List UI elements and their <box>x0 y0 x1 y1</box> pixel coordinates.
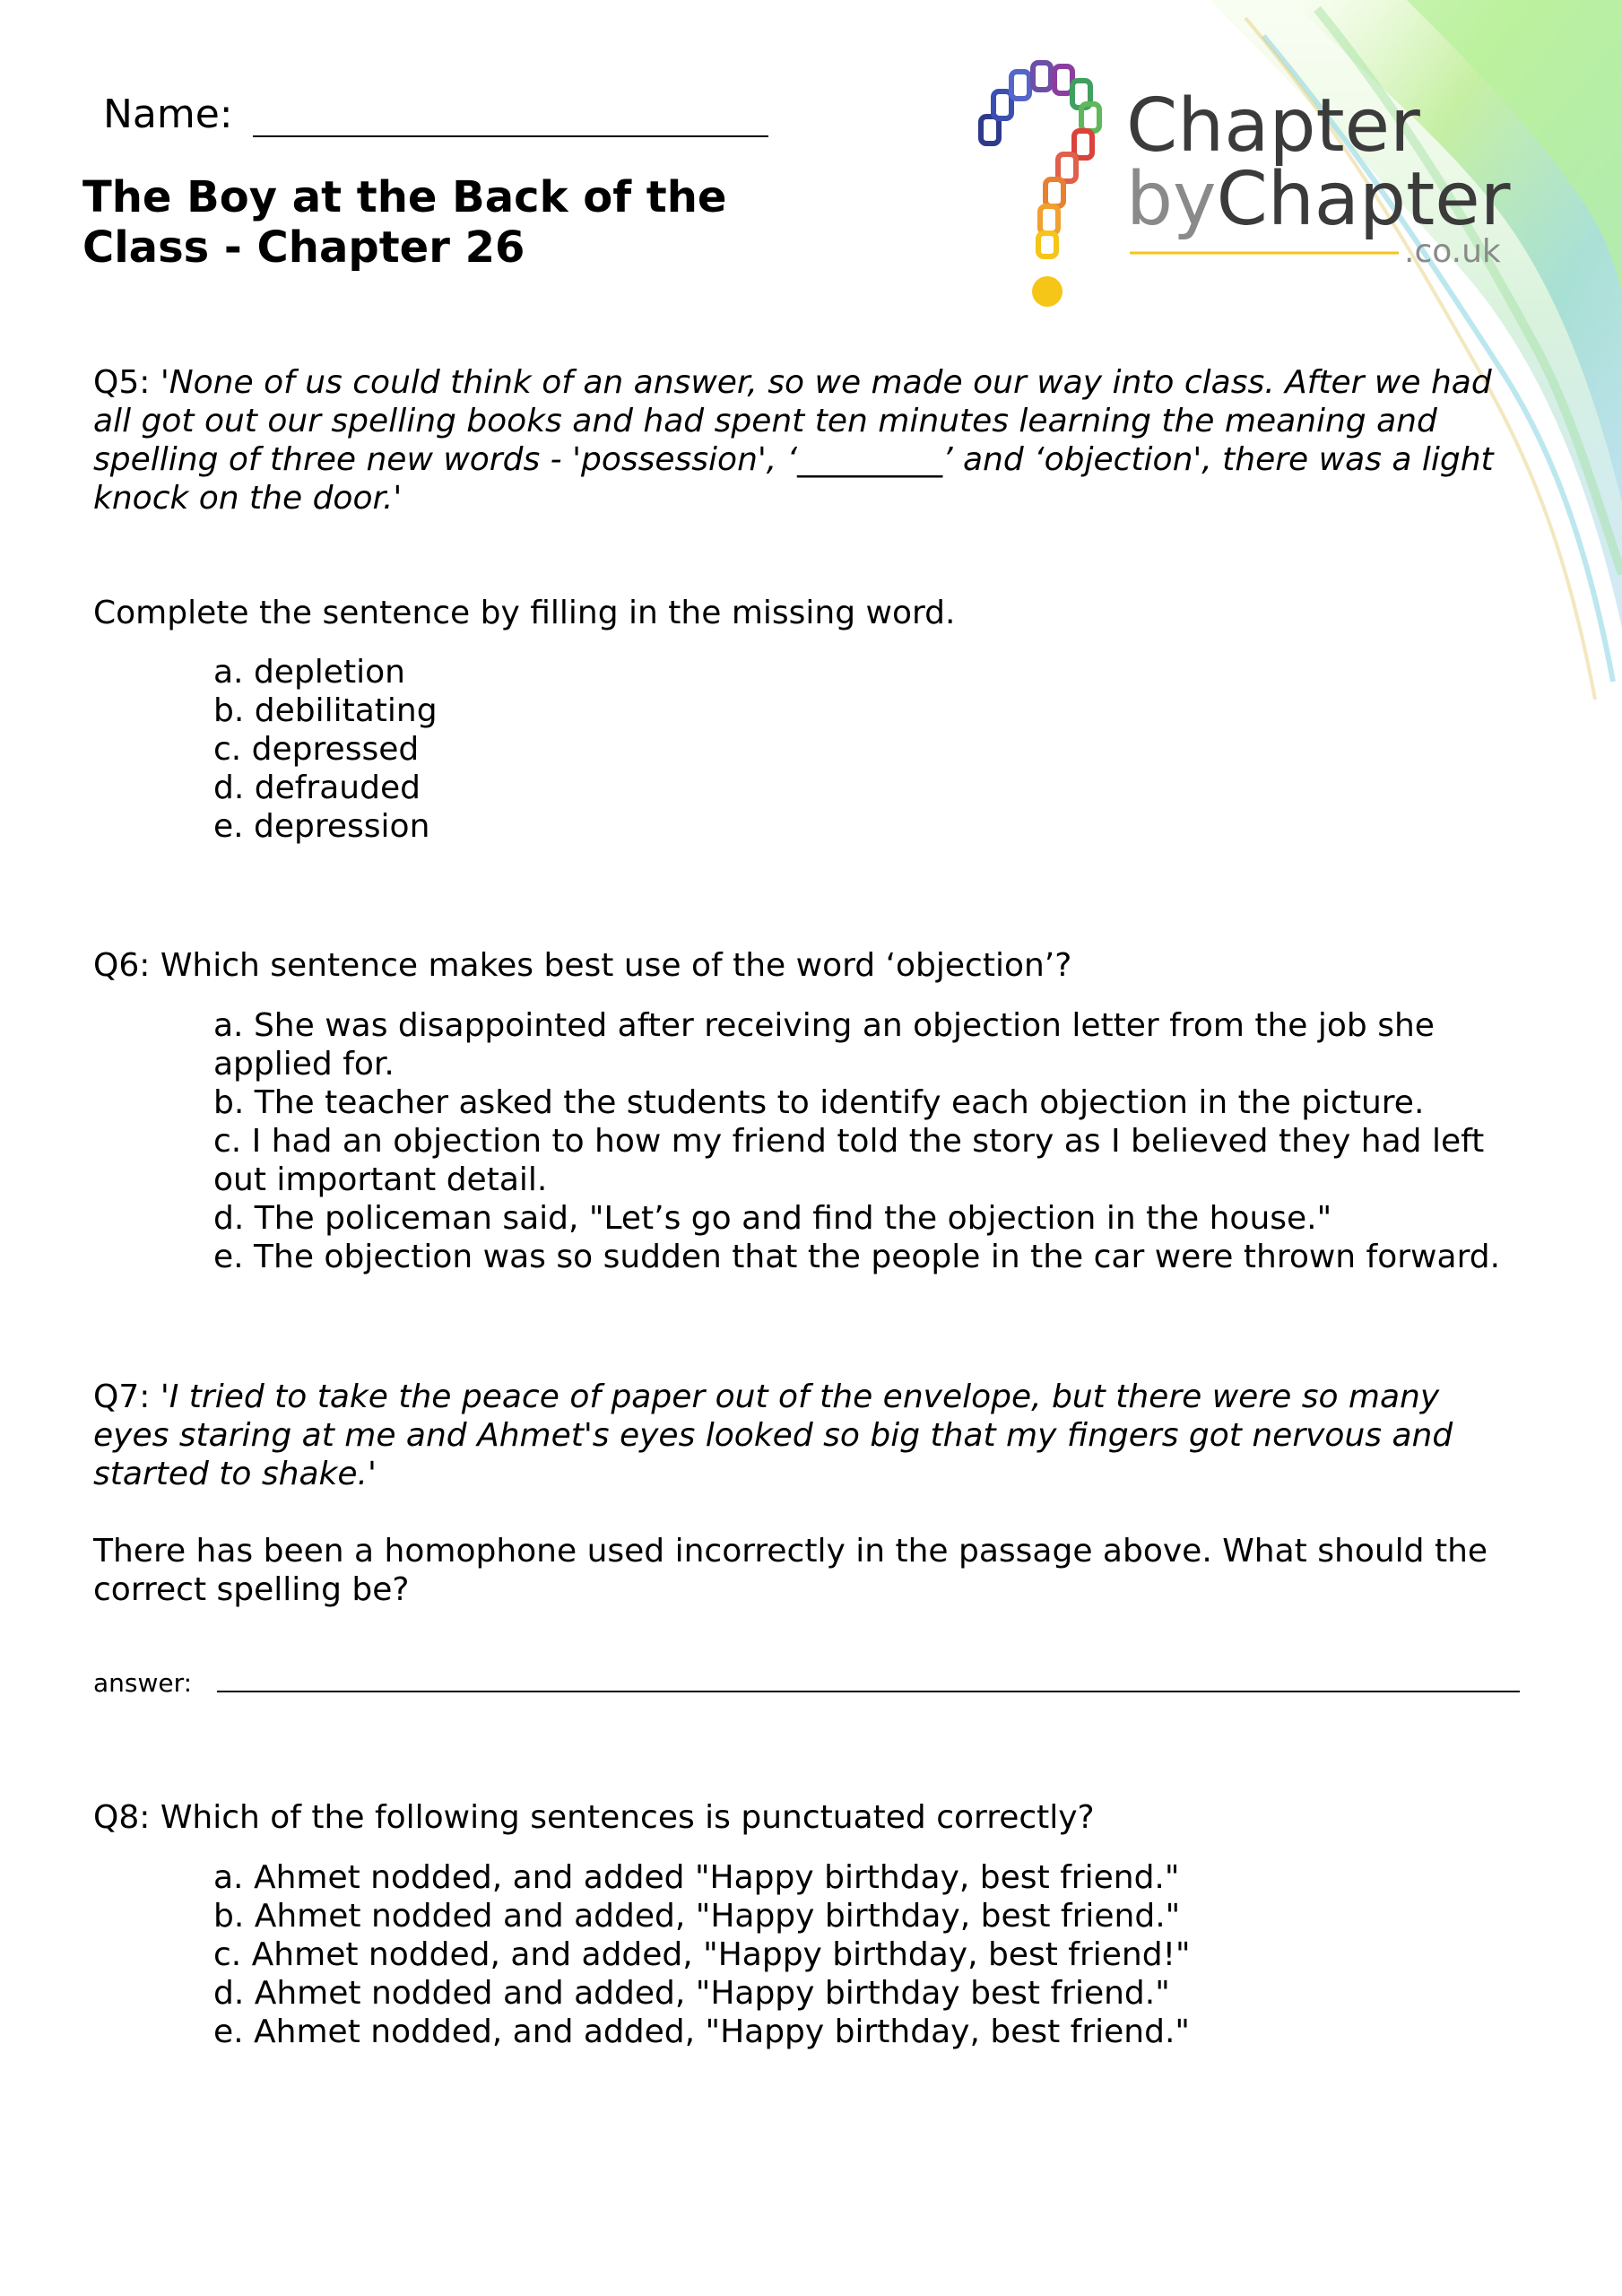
q7-instruction <box>93 1532 1528 1609</box>
q6-option-c[interactable]: c. I had an objection to how my friend told the story as I believed they had left <box>213 1123 1485 1160</box>
logo-word-chapter: Chapter <box>1126 83 1420 169</box>
q8-option-a[interactable]: a. Ahmet nodded, and added "Happy birthday, best friend." <box>213 1859 1180 1896</box>
q5-quote-line: spelling of three new words - 'possession', ‘_________’ and ‘objection', there was a light <box>93 441 1494 478</box>
logo-domain: .co.uk <box>1404 233 1501 270</box>
svg-text:byChapter <box>1126 157 1511 242</box>
q7-quote-line: started to shake.' <box>93 1456 377 1492</box>
name-field[interactable] <box>103 91 768 137</box>
name-label: Name: <box>103 91 233 137</box>
q5-quote-line: all got out our spelling books and had spent ten minutes learning the meaning and <box>93 403 1437 439</box>
worksheet-title <box>82 172 726 273</box>
q7-instruction-line: There has been a homophone used incorrectly in the passage above. What should the <box>93 1533 1488 1570</box>
name-line[interactable] <box>253 92 768 137</box>
q7-label: Q7: <box>93 1378 151 1415</box>
q8-option-b[interactable]: b. Ahmet nodded and added, "Happy birthday, best friend." <box>213 1898 1181 1935</box>
q6-option-a-cont[interactable]: applied for. <box>213 1046 395 1083</box>
q8-option-d[interactable]: d. Ahmet nodded and added, "Happy birthday best friend." <box>213 1975 1170 2012</box>
q5-passage <box>93 363 1528 517</box>
q7-quote-line: 'I tried to take the peace of paper out of the envelope, but there were so many <box>160 1378 1440 1415</box>
q5-option-d[interactable]: d. defrauded <box>213 770 421 806</box>
q6-option-e[interactable]: e. The objection was so sudden that the people in the car were thrown forward. <box>213 1239 1501 1275</box>
q5-option-e[interactable]: e. depression <box>213 808 430 845</box>
q8-question: Q8: Which of the following sentences is punctuated correctly? <box>93 1799 1095 1836</box>
q6-options <box>213 1006 1540 1276</box>
q5-option-a[interactable]: a. depletion <box>213 654 405 691</box>
q6-option-d[interactable]: d. The policeman said, "Let’s go and find the objection in the house." <box>213 1200 1332 1237</box>
q5-instruction: Complete the sentence by filling in the missing word. <box>93 595 956 631</box>
q5-options <box>213 653 1540 846</box>
q7-passage <box>93 1378 1528 1493</box>
q5-option-c[interactable]: c. depressed <box>213 731 420 768</box>
q6-option-a[interactable]: a. She was disappointed after receiving an objection letter from the job she <box>213 1007 1435 1044</box>
logo-word-by: by <box>1126 157 1217 242</box>
chapter-by-chapter-logo <box>968 54 1542 314</box>
q5-option-b[interactable]: b. debilitating <box>213 692 438 729</box>
q6-option-b[interactable]: b. The teacher asked the students to identify each objection in the picture. <box>213 1084 1425 1121</box>
q5-quote-line: knock on the door.' <box>93 480 403 517</box>
q7-instruction-line: correct spelling be? <box>93 1571 410 1608</box>
q8-option-e[interactable]: e. Ahmet nodded, and added, "Happy birthday, best friend." <box>213 2013 1190 2050</box>
q8-option-c[interactable]: c. Ahmet nodded, and added, "Happy birthday, best friend!" <box>213 1936 1191 1973</box>
q6-option-c-cont[interactable]: out important detail. <box>213 1161 548 1198</box>
q8-options <box>213 1858 1540 2051</box>
q7-quote-line: eyes staring at me and Ahmet's eyes looked so big that my fingers got nervous and <box>93 1417 1453 1454</box>
q5-quote-line: 'None of us could think of an answer, so we made our way into class. After we had <box>160 364 1492 401</box>
answer-label: answer: <box>93 1668 193 1698</box>
title-line-1: The Boy at the Back of the <box>82 172 727 222</box>
title-line-2: Class - Chapter 26 <box>82 222 525 273</box>
logo-word-chapter-2: Chapter <box>1216 157 1511 242</box>
q5-label: Q5: <box>93 364 151 401</box>
answer-line[interactable] <box>217 1691 1520 1692</box>
question-mark-books-icon <box>981 63 1099 307</box>
q6-question: Q6: Which sentence makes best use of the word ‘objection’? <box>93 947 1072 984</box>
